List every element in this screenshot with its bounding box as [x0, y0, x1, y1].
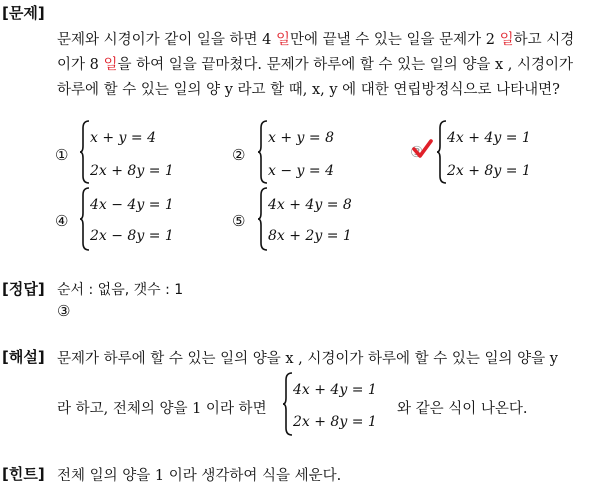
- brace-icon: [80, 120, 90, 184]
- brace-icon: [80, 187, 90, 251]
- hint-tag: [힌트]: [2, 465, 45, 483]
- explanation-line-1: 문제가 하루에 할 수 있는 일의 양을 x , 시경이가 하루에 할 수 있는 일의 양을 y: [57, 351, 558, 367]
- explanation-eq-1: 4x + 4y = 1: [293, 382, 377, 398]
- option-2-eq-2: x − y = 4: [268, 163, 334, 179]
- explanation-tag: [해설]: [2, 348, 45, 366]
- option-4-eq-2: 2x − 8y = 1: [90, 228, 174, 244]
- explanation-line-2a: 라 하고, 전체의 양을 1 이라 하면: [57, 401, 267, 417]
- option-3-eq-2: 2x + 8y = 1: [447, 163, 531, 179]
- answer-line: 순서 : 없음, 갯수 : 1: [57, 282, 184, 298]
- brace-icon: [258, 187, 268, 251]
- option-1-number[interactable]: ①: [55, 146, 69, 164]
- answer-choice: ③: [57, 302, 71, 320]
- option-4-eq-1: 4x − 4y = 1: [90, 197, 174, 213]
- option-3-number[interactable]: ③: [410, 143, 424, 161]
- option-5-eq-1: 4x + 4y = 8: [268, 197, 352, 213]
- problem-line-2: 이가 8 일을 하여 일을 끝마쳤다. 문제가 하루에 할 수 있는 일의 양을 x , 시경이가: [57, 57, 573, 73]
- option-5-eq-2: 8x + 2y = 1: [268, 228, 352, 244]
- option-4-number[interactable]: ④: [55, 212, 69, 230]
- option-2-eq-1: x + y = 8: [268, 130, 334, 146]
- problem-line-1: 문제와 시경이가 같이 일을 하면 4 일만에 끝낼 수 있는 일을 문제가 2 일하고 시경: [57, 32, 575, 48]
- brace-icon: [437, 120, 447, 184]
- problem-tag: [문제]: [2, 4, 45, 22]
- problem-line-3: 하루에 할 수 있는 일의 양 y 라고 할 때, x, y 에 대한 연립방정식으로 나타내면?: [57, 82, 560, 98]
- brace-icon: [283, 372, 293, 436]
- option-1-eq-2: 2x + 8y = 1: [90, 163, 174, 179]
- hint-line: 전체 일의 양을 1 이라 생각하여 식을 세운다.: [57, 468, 342, 484]
- answer-tag: [정답]: [2, 280, 45, 298]
- explanation-line-2b: 와 같은 식이 나온다.: [397, 401, 528, 417]
- option-3-eq-1: 4x + 4y = 1: [447, 130, 531, 146]
- checkmark-icon: [411, 138, 433, 160]
- brace-icon: [258, 120, 268, 184]
- option-5-number[interactable]: ⑤: [232, 212, 246, 230]
- option-2-number[interactable]: ②: [232, 146, 246, 164]
- option-1-eq-1: x + y = 4: [90, 130, 156, 146]
- explanation-eq-2: 2x + 8y = 1: [293, 414, 377, 430]
